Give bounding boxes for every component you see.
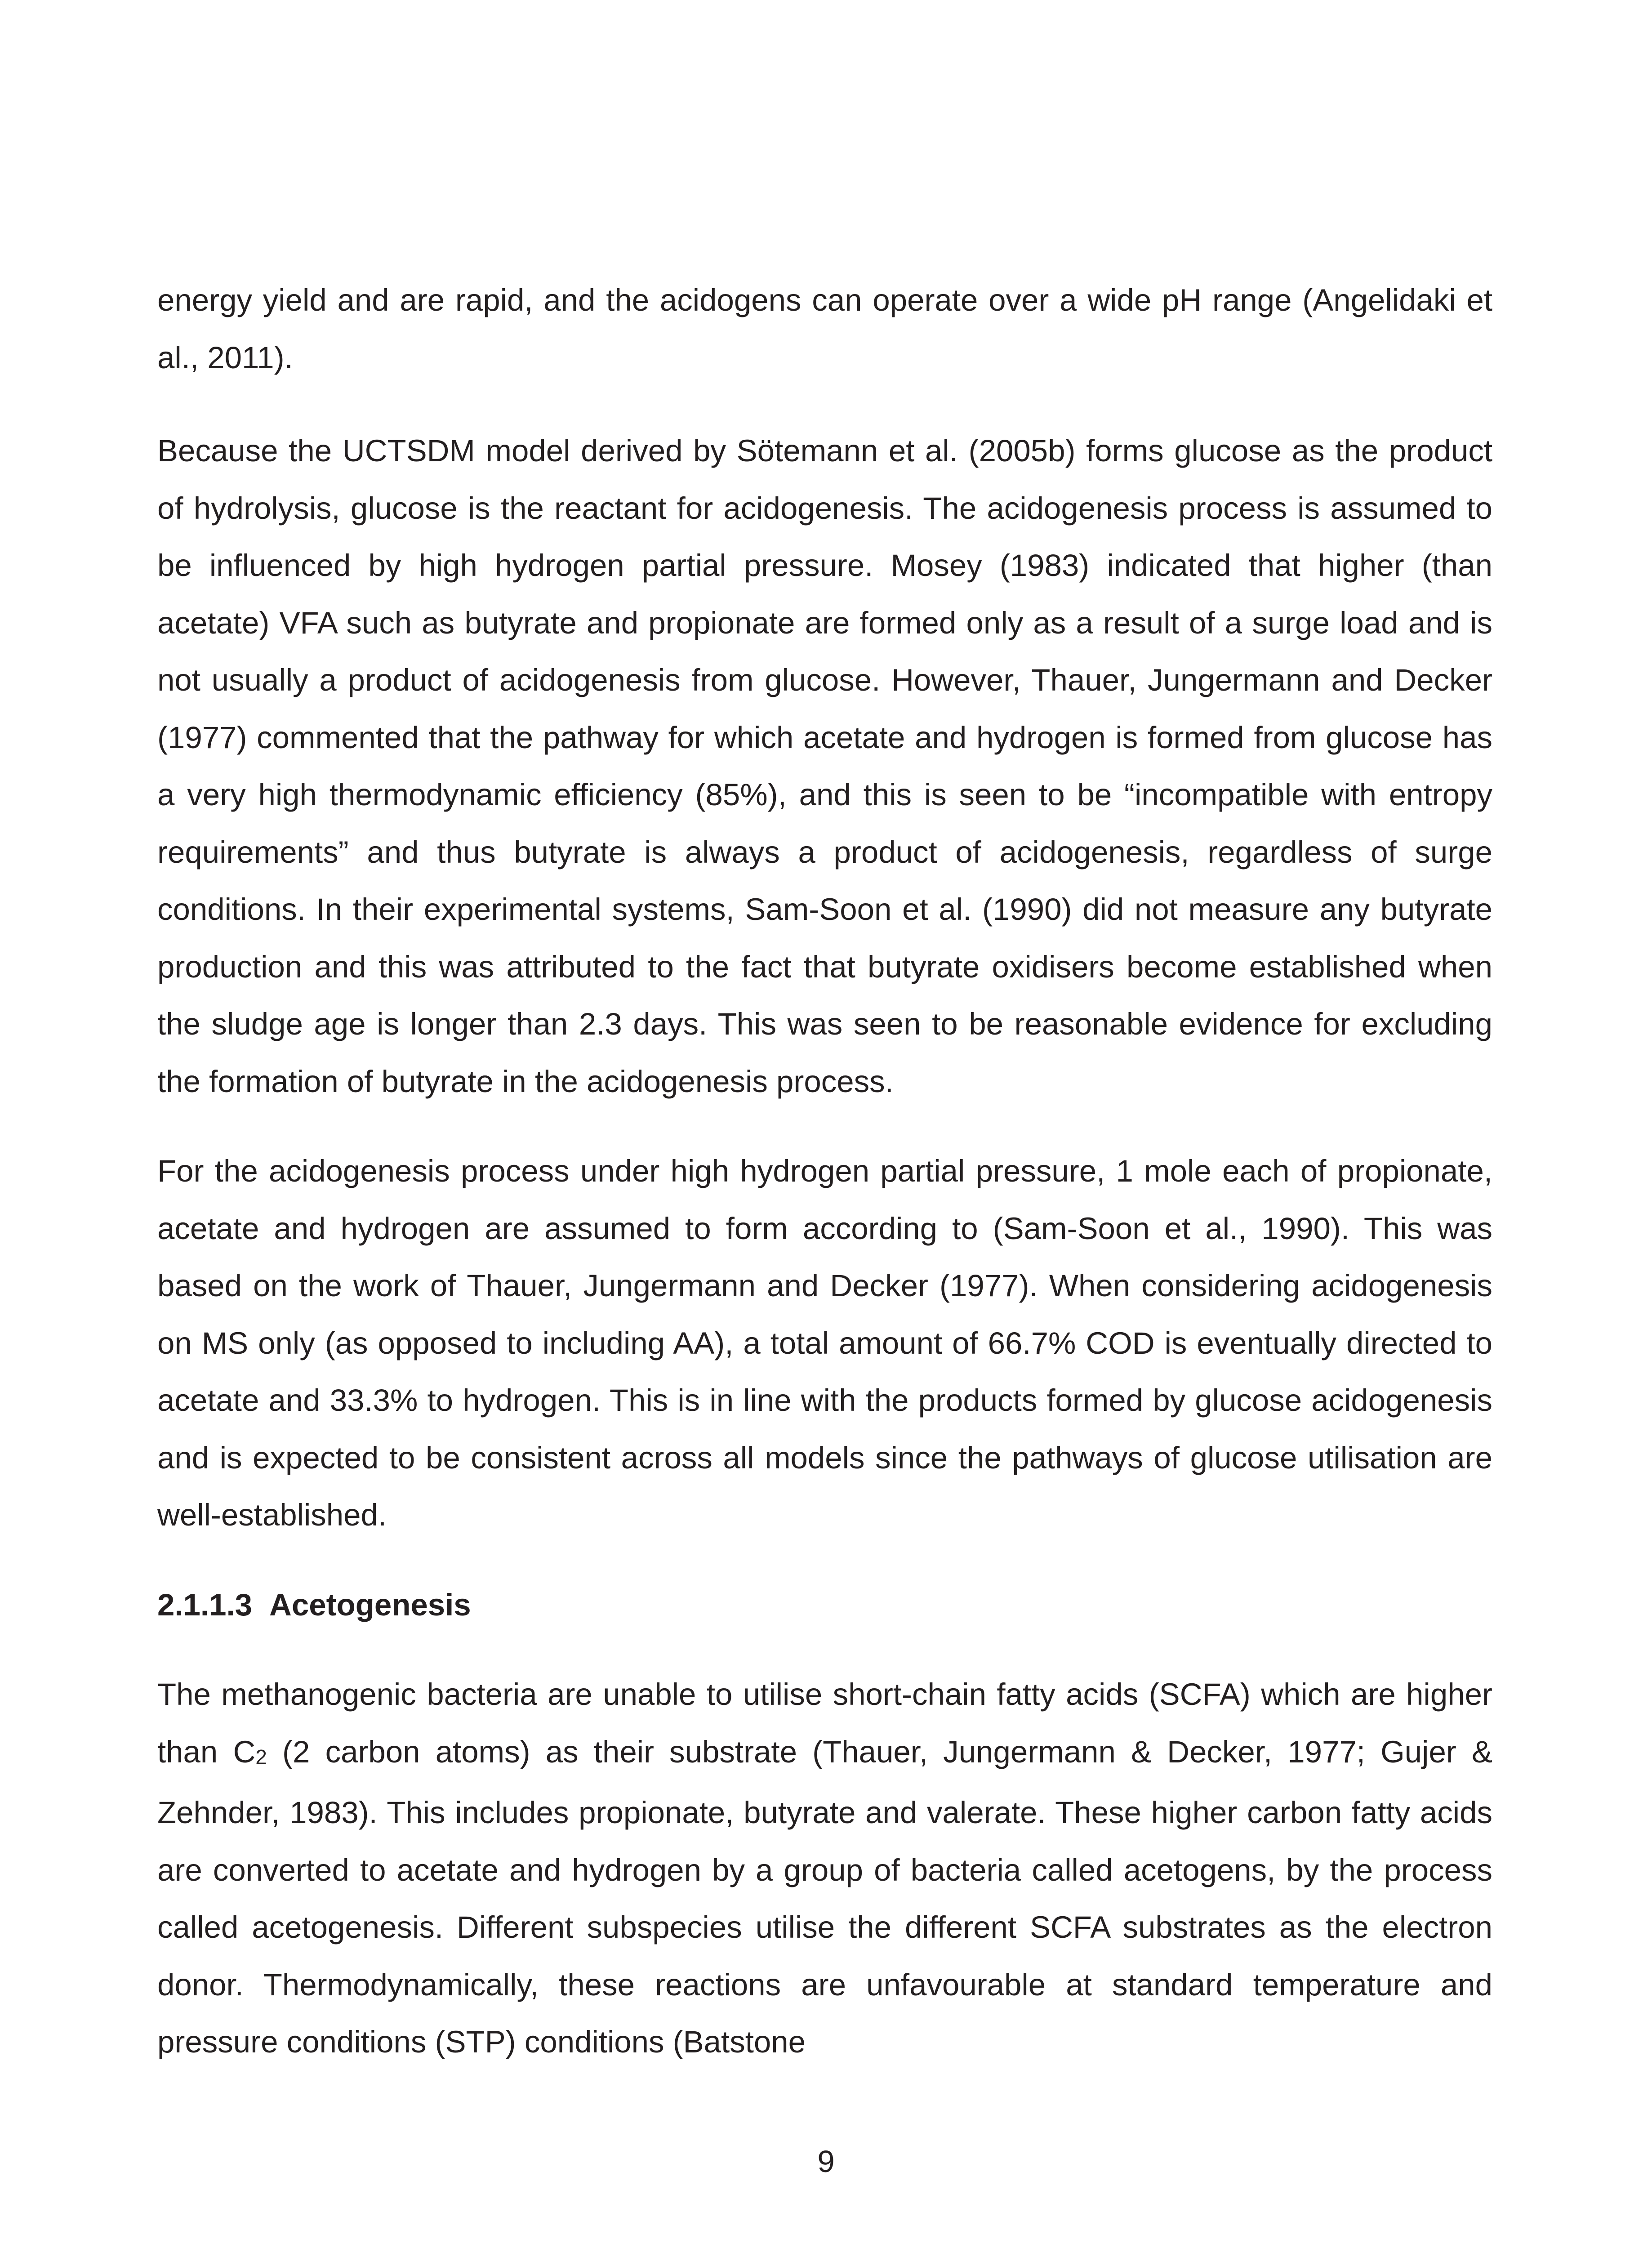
- subscript: 2: [255, 1745, 267, 1769]
- paragraph-1: energy yield and are rapid, and the acidogens can operate over a wide pH range (Angelidaki et al., 2011).: [157, 283, 1492, 375]
- document-page: [157, 272, 1492, 2071]
- paragraph-4-text-a: The methanogenic bacteria are unable to utilise short-chain fatty acids (SCFA) which are higher than C: [157, 1677, 1492, 1769]
- section-heading: [157, 1576, 1492, 1634]
- paragraph-4-text-b: (2 carbon atoms) as their substrate (Thauer, Jungermann & Decker, 1977; Gujer & Zehnder, 1983). This includes propionate, butyrate and valerate. These higher carbon fatty acids are converted to acetate and hydrogen by a group of bacteria called acetogens, by the process called acetogenesis. Different subspecies utilise the different SCFA substrates as the electron donor. Thermodynamically, these reactions are unfavourable at standard temperature and pressure conditions (STP) conditions (Batstone: [157, 1734, 1492, 2059]
- paragraph-3: For the acidogenesis process under high hydrogen partial pressure, 1 mole each of propionate, acetate and hydrogen are assumed to form according to (Sam-Soon et al., 1990). This was based on the work of Thauer, Jungermann and Decker (1977). When considering acidogenesis on MS only (as opposed to including AA), a total amount of 66.7% COD is eventually directed to acetate and 33.3% to hydrogen. This is in line with the products formed by glucose acidogenesis and is expected to be consistent across all models since the pathways of glucose utilisation are well-established.: [157, 1154, 1492, 1532]
- section-title: Acetogenesis: [269, 1587, 471, 1622]
- paragraph-2: Because the UCTSDM model derived by Sötemann et al. (2005b) forms glucose as the product of hydrolysis, glucose is the reactant for acidogenesis. The acidogenesis process is assumed to be influenced by high hydrogen partial pressure. Mosey (1983) indicated that higher (than acetate) VFA such as butyrate and propionate are formed only as a result of a surge load and is not usually a product of acidogenesis from glucose. However, Thauer, Jungermann and Decker (1977) commented that the pathway for which acetate and hydrogen is formed from glucose has a very high thermodynamic efficiency (85%), and this is seen to be “incompatible with entropy requirements” and thus butyrate is always a product of acidogenesis, regardless of surge conditions. In their experimental systems, Sam-Soon et al. (1990) did not measure any butyrate production and this was attributed to the fact that butyrate oxidisers become established when the sludge age is longer than 2.3 days. This was seen to be reasonable evidence for excluding the formation of butyrate in the acidogenesis process.: [157, 433, 1492, 1099]
- spacer: [157, 1544, 1492, 1576]
- paragraph-4: [157, 1666, 1492, 2071]
- spacer: [157, 386, 1492, 422]
- section-number: 2.1.1.3: [157, 1587, 253, 1622]
- spacer: [157, 1110, 1492, 1142]
- page-number: 9: [817, 2144, 835, 2179]
- spacer: [157, 1633, 1492, 1666]
